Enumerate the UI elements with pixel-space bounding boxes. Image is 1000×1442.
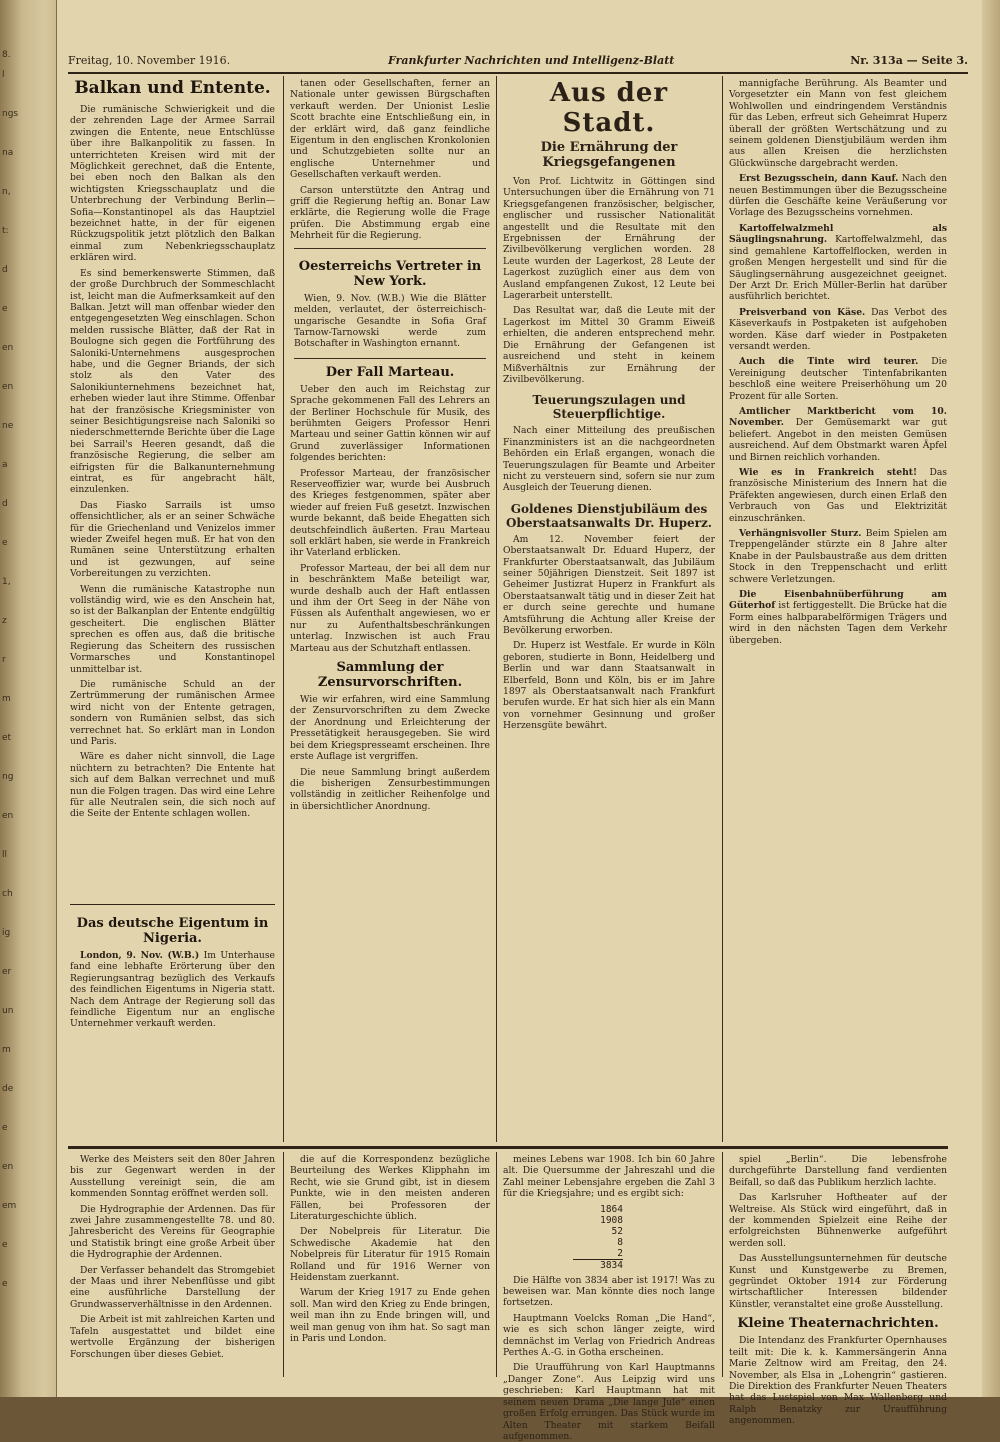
column-rule: [496, 76, 497, 1142]
paragraph-text: Das Verbot des Käseverkaufs in Postpaketen ist aufgehoben worden. Käse darf wieder in Postpaketen versandt werden.: [729, 306, 947, 352]
paragraph: Die Hydrographie der Ardennen. Das für zwei Jahre zusammengestellte 78. und 80. Jahresbericht des Vereins für Geographie und Statistik bringt eine große Arbeit über die Hydrographie der Ardennen.: [70, 1203, 275, 1261]
item-heading: Amtlicher Marktbericht vom 10. November.: [729, 405, 947, 429]
paragraph: Der Nobelpreis für Literatur. Die Schwedische Akademie hat den Nobelpreis für Literatur für 1915 Romain Rolland und für 1916 Werner von Heidenstam zuerkannt.: [290, 1226, 490, 1284]
spine-fragment: d: [2, 265, 8, 275]
spine-fragment: e: [2, 304, 8, 314]
paragraph: Die Hälfte von 3834 aber ist 1917! Was zu beweisen war. Man könnte dies noch lange fortsetzen.: [503, 1274, 715, 1309]
spine-fragment: l: [2, 70, 5, 80]
spine-fragment: et: [2, 733, 12, 743]
paragraph-text: Beim Spielen am Treppengeländer stürzte ein 8 Jahre alter Knabe in der Paulsbaustraße aus dem dritten Stock in den Treppenschacht und erlitt schwere Verletzungen.: [729, 528, 947, 585]
paragraph: Wenn die rumänische Katastrophe nun vollständig wird, wie es den Anschein hat, so ist der Balkanplan der Entente endgültig gescheitert. Die englischen Blätter sprechen es offen aus, daß die britische Regierung das Scheitern des russischen Vormarsches und Konstantinopel unmittelbar ist.: [70, 583, 275, 675]
paragraph: Der Verfasser behandelt das Stromgebiet der Maas und ihrer Nebenflüsse und gibt eine ausführliche Darstellung der Grundwasserverhältnisse in den Ardennen.: [70, 1264, 275, 1310]
spine-fragment: e: [2, 1123, 8, 1133]
paragraph: Die Arbeit ist mit zahlreichen Karten und Tafeln ausgestattet und bildet eine wertvolle Ergänzung der bisherigen Forschungen über dieses Gebiet.: [70, 1314, 275, 1360]
article-title: Sammlung der Zensurvorschriften.: [317, 660, 463, 691]
paragraph: [729, 467, 947, 524]
paragraph: Die rumänische Schuld an der Zertrümmerung der rumänischen Armee wird nicht von der Entente getragen, sondern von Rumänien selbst, das sich verrechnet hat. So erklärt man in London und Paris.: [70, 678, 275, 747]
spine-fragment: na: [2, 148, 14, 158]
article-austria-envoy: [294, 248, 486, 359]
number-line: 52: [611, 1225, 623, 1237]
article-title: Die Ernährung der Kriegsgefangenen: [540, 140, 678, 170]
paragraph: Die neue Sammlung bringt außerdem die bisherigen Zensurbestimmungen vollständig in zeitlicher Reihenfolge und in übersichtlicher Anordnung.: [290, 766, 490, 812]
paragraph: Die Intendanz des Frankfurter Opernhauses teilt mit: Die k. k. Kammersängerin Anna Marie Zeltnow wird am Freitag, den 24. November, als Elsa in „Lohengrin“ gastieren. Die Direktion des Frankfurter Neuen Theaters hat das Lustspiel von Max Wallenberg und Ralph Benatzky zur Uraufführung angenommen.: [729, 1335, 947, 1427]
paragraph: meines Lebens war 1908. Ich bin 60 Jahre alt. Die Quersumme der Jahreszahl und die Zahl meiner Lebensjahre ergeben die Zahl 3 für die Kriegsjahre; und es ergibt sich:: [503, 1154, 715, 1200]
spine-fragment: m: [2, 1045, 11, 1055]
paragraph: Hauptmann Voelcks Roman „Die Hand“, wie es sich schon länger zeigte, wird demnächst im Verlag von Friedrich Andreas Perthes A.-G. in Gotha erscheinen.: [503, 1312, 715, 1359]
paragraph-text: ist fertiggestellt. Die Brücke hat die Form eines halbparabelförmigen Trägers und wird in den nächsten Tagen dem Verkehr übergeben.: [729, 600, 947, 646]
column-4: [729, 78, 947, 1138]
article-balkan-entente: [70, 78, 275, 898]
number-line: 1864: [600, 1203, 623, 1215]
paragraph: Carson unterstützte den Antrag und griff die Regierung heftig an. Bonar Law erklärte, die Regierung wolle die Frage prüfen. Die Abstimmung ergab eine Mehrheit für die Regierung.: [290, 184, 490, 242]
paragraph-text: Nach den neuen Bestimmungen über die Bezugsscheine dürfen die Geschäfte keine Veräußerung vor Vorlage des Bezugsscheins vornehmen.: [729, 173, 947, 219]
spine-fragment: en: [2, 811, 14, 821]
dateline: London, 9. Nov. (W.B.): [80, 950, 200, 961]
paragraph: Werke des Meisters seit den 80er Jahren bis zur Gegenwart werden in der Ausstellung vereinigt sein, die am kommenden Sonntag eröffnet werden soll.: [70, 1154, 275, 1200]
spine-fragment: de: [2, 1084, 14, 1094]
paragraph: Das Ausstellungsunternehmen für deutsche Kunst und Kunstgewerbe zu Bremen, gegründet Oktober 1914 zur Förderung wirtschaftlicher Interessen bildender Künstler, veranstaltet eine große Ausstellung.: [729, 1253, 947, 1310]
paragraph: [729, 223, 947, 303]
paragraph: [729, 406, 947, 463]
paragraph: spiel „Berlin“. Die lebensfrohe durchgeführte Darstellung fand verdienten Beifall, so daß das Publikum herzlich lachte.: [729, 1154, 947, 1188]
spine-page-number: 8.: [2, 50, 11, 60]
spine-fragment: a: [2, 460, 8, 470]
spine-fragment: ch: [2, 889, 13, 899]
feuilleton-col-2: [290, 1154, 490, 1379]
header-date: Freitag, 10. November 1916.: [68, 54, 231, 67]
paragraph: Ueber den auch im Reichstag zur Sprache gekommenen Fall des Lehrers an der Berliner Hochschule für Musik, des berühmten Geigers Professor Henri Marteau und seiner Gattin können wir auf Grund zuverlässiger Informationen folgendes berichten:: [290, 383, 490, 464]
spine-fragment: e: [2, 1240, 8, 1250]
spine-fragment: m: [2, 694, 11, 704]
paragraph-text: Kartoffelwalzmehl, das sind gemahlene Kartoffelflocken, werden in großen Mengen hergestellt und sind für die Säuglingsernährung ausgezeichnet geeignet. Der Arzt Dr. Erich Müller-Berlin hat darüber ausführlich berichtet.: [729, 234, 948, 303]
paragraph: Nach einer Mitteilung des preußischen Finanzministers ist an die nachgeordneten Behörden ein Erlaß ergangen, wonach die Teuerungszulagen für Beamte und Arbeiter nicht zu versteuern sind, sofern sie nur zum Ausgleich der Teuerung dienen.: [503, 425, 715, 494]
spine-fragment: en: [2, 382, 14, 392]
article-divider: [70, 904, 275, 905]
paragraph: mannigfache Berührung. Als Beamter und Vorgesetzter ein Mann von fest gleichem Wohlwollen und eindringendem Verständnis für das Leben, erfreut sich Geheimrat Huperz überall der größten Wertschätzung und zu seinem goldenen Dienstjubiläum werden ihm aus allen Kreisen die herzlichsten Glückwünsche dargebracht werden.: [729, 78, 947, 169]
article-title: Teuerungszulagen und Steuerpflichtige.: [532, 393, 686, 422]
paragraph: Am 12. November feiert der Oberstaatsanwalt Dr. Eduard Huperz, der Frankfurter Oberstaatsanwalt, das Jubiläum seiner 50jährigen Dienstzeit. Seit 1897 ist Geheimer Justizrat Huperz in Frankfurt als Oberstaatsanwalt tätig und in dieser Zeit hat er durch seine gerechte und humane Amtsführung die Achtung aller Kreise der Bevölkerung erworben.: [503, 533, 715, 636]
number-line: 2: [617, 1247, 623, 1259]
page-edge: [982, 0, 1000, 1397]
section-title: Aus der Stadt.: [549, 78, 669, 138]
paragraph: Wien, 9. Nov. (W.B.) Wie die Blätter melden, verlautet, der österreichisch-ungarische Gesandte in Sofia Graf Tarnow-Tarnowski werde zum Botschafter in Washington ernannt.: [294, 292, 486, 350]
spine-fragment: er: [2, 967, 12, 977]
header-masthead: Frankfurter Nachrichten und Intelligenz-Blatt: [388, 54, 675, 67]
spine-fragment: ll: [2, 850, 8, 860]
article-title: Das deutsche Eigentum in Nigeria.: [76, 916, 269, 946]
feuilleton-col-4: [729, 1154, 947, 1427]
item-heading: Preisverband von Käse.: [739, 306, 866, 318]
spine-fragment: 1,: [2, 577, 11, 587]
column-rule: [283, 1152, 284, 1377]
spine-fragment: d: [2, 499, 8, 509]
paragraph: Die Uraufführung von Karl Hauptmanns „Danger Zone“. Aus Leipzig wird uns geschrieben: Karl Hauptmann hat mit seinem neuen Drama „Die lange Jule“ einen großen Erfolg errungen. Das Stück wurde im Alten Theater mit starkem Beifall aufgenommen.: [503, 1362, 715, 1442]
spine-fragment: un: [2, 1006, 14, 1016]
paragraph: tanen oder Gesellschaften, ferner an Nationale unter gewissen Bürgschaften verkauft werden. Der Unionist Leslie Scott brachte eine Entschließung ein, in der erklärt wird, daß ganz feindliche Eigentum in den englischen Kronkolonien und Schutzgebieten sollte nur an englische Unternehmer und Gesellschaften verkauft werden.: [290, 78, 490, 181]
article-title: Goldenes Dienstjubiläum des Oberstaatsanwalts Dr. Huperz.: [506, 501, 712, 530]
paragraph: Es sind bemerkenswerte Stimmen, daß der große Durchbruch der Sommeschlacht ist, leicht man die Aufmerksamkeit auf den Balkan. Jetzt will man offenbar wieder den entgegengesetzten Weg einschlagen. Schon melden russische Blätter, daß der Rat in Boulogne sich gegen die Fortführung des Saloniki-Unternehmens ausgesprochen habe, und die Gegner Briands, der sich stolz als den Vater des Salonikiunternehmens bezeichnet hat, erheben wieder laut ihre Stimme. Offenbar hat der französische Kriegsminister von seiner Besichtigungsreise nach Saloniki so niederschmetternde Berichte über die Lage bei Sarrail's Heeren gesandt, daß die französische Regierung, die selber am eifrigsten für die Balkanunternehmung eintrat, es für angebracht hält, einzulenken.: [70, 267, 275, 496]
paragraph: Professor Marteau, der bei all dem nur in beschränktem Maße beteiligt war, wurde deshalb auch der Haft entlassen und ihm der Ort Seeg in der Nähe von Füssen als Aufenthalt angewiesen, wo er nur zu Aufenthaltsbeschränkungen unterlag. Inzwischen ist auch Frau Marteau aus der Schutzhaft entlassen.: [290, 562, 490, 654]
spine-fragment: z: [2, 616, 7, 626]
paragraph: [729, 173, 947, 219]
paragraph: [729, 528, 947, 585]
previous-page-spine: [0, 0, 57, 1397]
paragraph: Die rumänische Schwierigkeit und die der zehrenden Lage der Armee Sarrail zwingen die Entente, neue Entschlüsse über ihre Balkanpolitik zu fassen. In unterrichteten Kreisen wird mit der Möglichkeit gerechnet, daß die Entente, bei eben noch den Balkan als den wichtigsten Kriegsschauplatz und die Unterbrechung der Verbindung Berlin—Sofia—Konstantinopel als das Hauptziel bezeichnet hatte, in der für eigenen Rückzugspolitik jetzt plötzlich den Balkan einmal zum Nebenkriegsschauplatz erklären wird.: [70, 104, 275, 264]
number-line: 8: [617, 1236, 623, 1248]
item-heading: Erst Bezugsschein, dann Kauf.: [739, 173, 899, 185]
number-line: 1908: [600, 1214, 623, 1226]
column-rule: [283, 76, 284, 1142]
paragraph: Wäre es daher nicht sinnvoll, die Lage nüchtern zu betrachten? Die Entente hat sich auf dem Balkan verrechnet und muß nun die Folgen tragen. Das wird eine Lehre für alle Neutralen sein, die sich noch auf die Seite der Entente schlagen wollen.: [70, 751, 275, 820]
number-sum: 3834: [573, 1259, 623, 1271]
paragraph: Dr. Huperz ist Westfale. Er wurde in Köln geboren, studierte in Bonn, Heidelberg und Berlin und war dann Staatsanwalt in Elberfeld, Bonn und Köln, bis er im Jahre 1897 als Oberstaatsanwalt nach Frankfurt berufen wurde. Er hat sich hier als ein Mann von vornehmer Gesinnung und großer Herzensgüte bewährt.: [503, 640, 715, 732]
paragraph: Professor Marteau, der französischer Reserveoffizier war, wurde bei Ausbruch des Krieges festgenommen, später aber wieder auf freien Fuß gesetzt. Inzwischen wurde bekannt, daß beide Ehegatten sich deutschfeindlich äußerten. Frau Marteau soll erklärt haben, sie werde in Frankreich ihr Vaterland erblicken.: [290, 467, 490, 559]
spine-fragment: ng: [2, 772, 14, 782]
number-calculation: [573, 1204, 715, 1271]
paragraph: [70, 950, 275, 1030]
column-rule: [722, 76, 723, 1142]
column-rule: [722, 1152, 723, 1377]
item-heading: Kartoffelwalzmehl als Säuglingsnahrung.: [729, 222, 947, 246]
paragraph-text: Der Gemüsemarkt war gut beliefert. Angebot in den meisten Gemüsen ausreichend. Auf dem Obstmarkt waren Äpfel und Birnen reichlich vorhanden.: [729, 417, 947, 463]
spine-fragment: em: [2, 1201, 17, 1211]
paragraph-text: Die Vereinigung deutscher Tintenfabrikanten beschloß eine weitere Preiserhöhung um 20 Prozent für alle Sorten.: [729, 356, 948, 402]
paragraph-text: Das französische Ministerium des Innern hat die Präfekten angewiesen, durch einen Erlaß den Verbrauch von Gas und Elektrizität einzuschränken.: [729, 467, 948, 524]
paragraph: [729, 356, 947, 402]
article-title: Oesterreichs Vertreter in New York.: [298, 258, 482, 289]
feuilleton-divider: [68, 1146, 948, 1149]
paragraph: Das Resultat war, daß die Leute mit der Lagerkost im Mittel 30 Gramm Eiweiß erhielten, die anderen entsprechend mehr. Die Ernährung der Gefangenen ist ausreichend und steht in keinem Mißverhältnis zur Ernährung der Zivilbevölkerung.: [503, 305, 715, 385]
spine-text-fragments: [2, 70, 42, 1370]
page-header: [68, 50, 968, 74]
paragraph: Das Karlsruher Hoftheater auf der Weltreise. Als Stück wird eingeführt, daß in der kommenden Spielzeit eine Reihe der erfolgreichsten Bühnenwerke aufgeführt werden soll.: [729, 1192, 947, 1249]
article-nigeria: [70, 910, 275, 1140]
article-title: Der Fall Marteau.: [325, 364, 455, 380]
paragraph: Von Prof. Lichtwitz in Göttingen sind Untersuchungen über die Ernährung von 71 Kriegsgefangenen französischer, belgischer, englischer und russischer Nationalität angestellt und die Resultate mit den Ergebnissen der Ernährung der Zivilbevölkerung verglichen worden. 28 Leute wurden der Lagerkost, 28 Leute der Lagerkost zuzüglich einer aus dem von Ausland empfangenen Zukost, 12 Leute bei Lagerarbeit unterstellt.: [503, 176, 715, 302]
spine-fragment: t:: [2, 226, 9, 236]
header-page-number: Nr. 313a — Seite 3.: [850, 54, 968, 67]
feuilleton-col-1: [70, 1154, 275, 1379]
paragraph: Warum der Krieg 1917 zu Ende gehen soll. Man wird den Krieg zu Ende bringen, weil man ihn zu Ende bringen will, und weil man genug von ihm hat. So sagt man in Paris und London.: [290, 1287, 490, 1345]
spine-fragment: r: [2, 655, 6, 665]
article-title: Kleine Theaternachrichten.: [737, 1316, 939, 1332]
paragraph: [729, 307, 947, 353]
paragraph: Wie wir erfahren, wird eine Sammlung der Zensurvorschriften zu dem Zwecke der Anordnung und Erleichterung der Pressetätigkeit herausgegeben. Sie wird bei dem Kriegspresseamt erscheinen. Ihre erste Auflage ist vergriffen.: [290, 694, 490, 763]
spine-fragment: n,: [2, 187, 11, 197]
item-heading: Auch die Tinte wird teurer.: [739, 356, 919, 368]
column-2: [290, 78, 490, 1138]
article-title: Balkan und Entente.: [74, 78, 271, 98]
paragraph: die auf die Korrespondenz bezügliche Beurteilung des Werkes Klipphahn im Recht, wie sie Grund gibt, ist in diesem Punkte, wie in den meisten anderen Fällen, bei Professoren der Literaturgeschichte üblich.: [290, 1154, 490, 1223]
column-3: [503, 78, 715, 1138]
spine-fragment: ne: [2, 421, 14, 431]
feuilleton-col-3: [503, 1154, 715, 1442]
item-heading: Die Eisenbahnüberführung am Güterhof: [729, 589, 947, 612]
spine-fragment: ig: [2, 928, 11, 938]
spine-fragment: e: [2, 538, 8, 548]
paragraph-text: Im Unterhause fand eine lebhafte Erörterung über den Regierungsantrag bezüglich des Verkaufs des feindlichen Eigentums in Nigeria statt. Nach dem Antrage der Regierung soll das feindliche Eigentum nur an englische Unternehmer verkauft werden.: [70, 950, 275, 1030]
paragraph: [729, 589, 947, 646]
item-heading: Verhängnisvoller Sturz.: [739, 528, 862, 540]
spine-fragment: en: [2, 1162, 14, 1172]
spine-fragment: ngs: [2, 109, 19, 119]
paragraph: Das Fiasko Sarrails ist umso offensichtlicher, als er an seiner Schwäche für die Griechenland und Venizelos immer wieder Zweifel hegen muß. Er hat von den Rumänen seine Unterstützung erhalten und ist gezwungen, auf seine Vorbereitungen zu verzichten.: [70, 499, 275, 580]
column-rule: [496, 1152, 497, 1377]
spine-fragment: e: [2, 1279, 8, 1289]
spine-fragment: en: [2, 343, 14, 353]
item-heading: Wie es in Frankreich steht!: [739, 467, 918, 478]
